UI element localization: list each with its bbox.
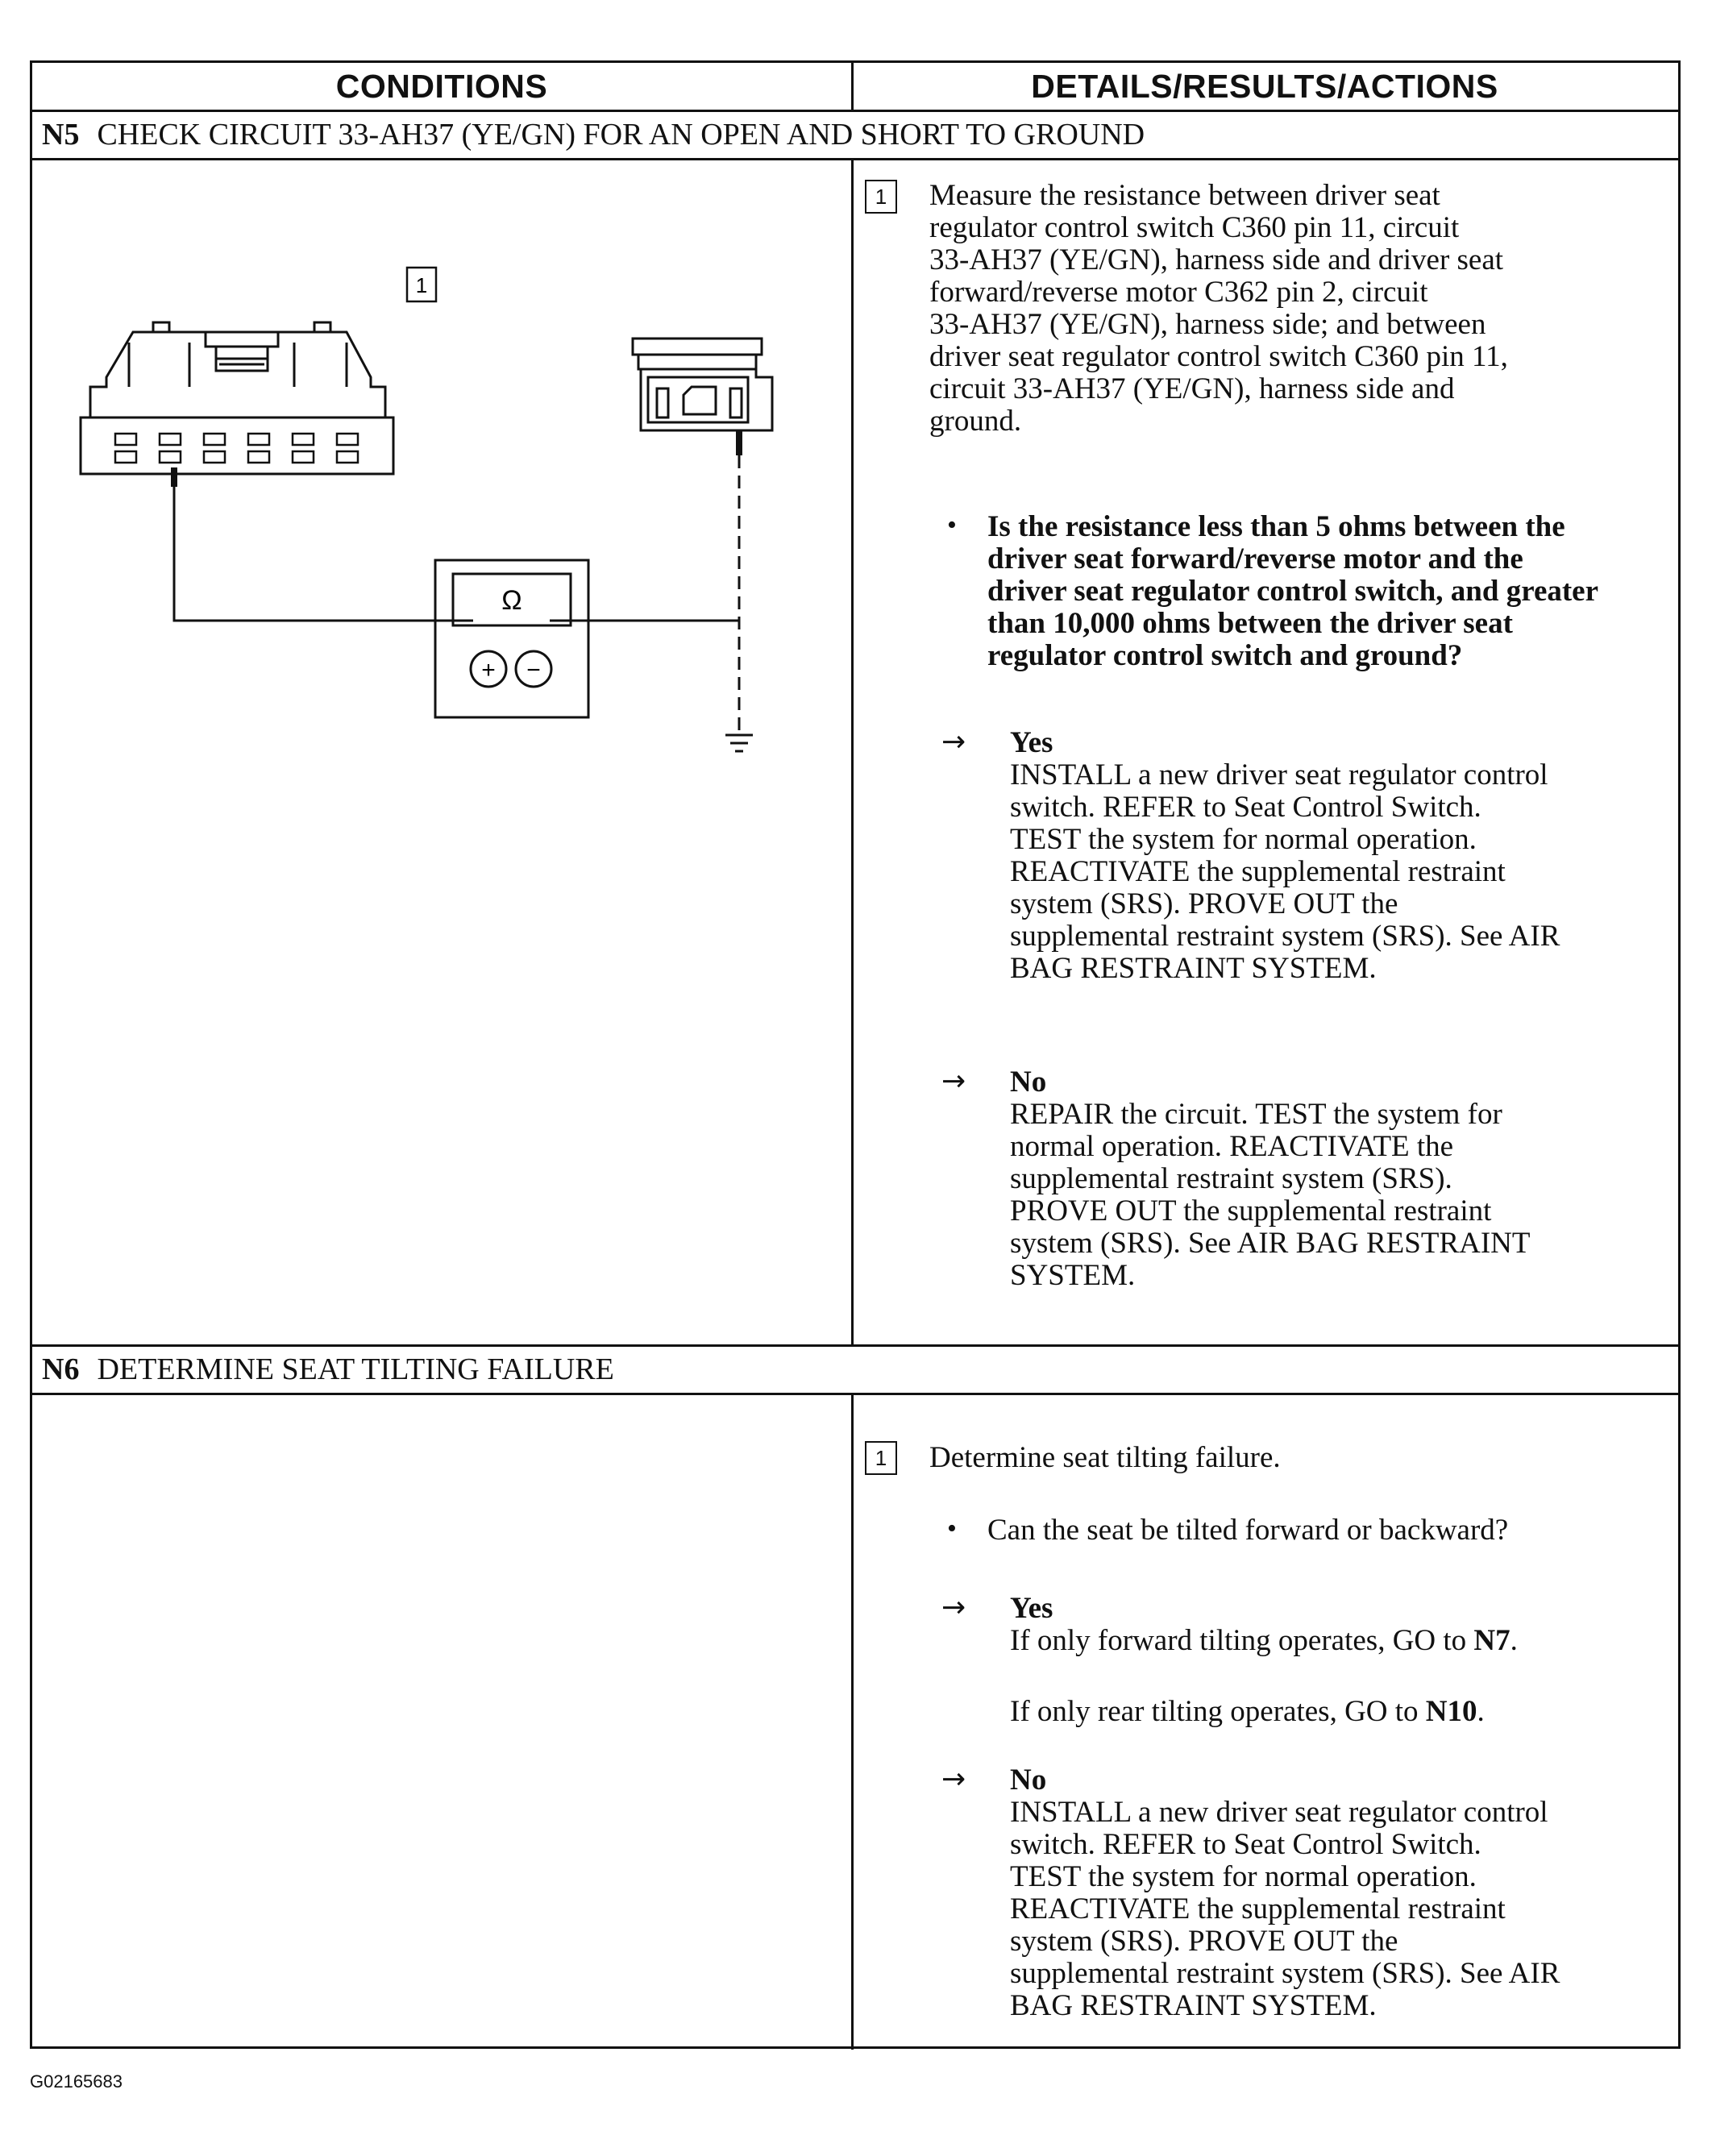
bullet-icon: • [947,510,957,540]
conditions-header: CONDITIONS [335,67,548,105]
c362-connector [633,339,772,430]
column-divider [851,1393,854,2050]
figure-step-number: 1 [415,273,428,297]
bullet-icon: • [947,1514,957,1543]
resistance-measurement-diagram [32,161,848,774]
n5-no-label: No [1010,1066,1047,1099]
column-divider [851,158,854,1344]
step-number-box: 1 [865,1441,897,1475]
n6-no-label: No [1010,1763,1047,1797]
plus-terminal-icon: + [481,657,496,683]
section-title-text: DETERMINE SEAT TILTING FAILURE [97,1352,614,1386]
minus-terminal-icon: − [526,657,541,683]
arrow-right-icon: → [941,1065,966,1098]
n6-yes-label: Yes [1010,1592,1053,1625]
n6-question: Can the seat be tilted forward or backward? [987,1514,1509,1547]
arrow-right-icon: → [941,725,966,758]
section-title-n5 [42,111,1145,158]
figure-code: G02165683 [30,2071,123,2092]
n5-question: Is the resistance less than 5 ohms between the driver seat forward/reverse motor and the driver seat regulator control switch, and greater than 10,000 ohms between the driver seat regulator control switch and ground? [987,510,1599,672]
rule [32,1393,1678,1395]
details-header: DETAILS/RESULTS/ACTIONS [1031,67,1498,105]
ground-icon [725,735,753,751]
n5-yes-label: Yes [1010,726,1053,759]
section-title-n6 [42,1346,614,1393]
procedure-table [30,60,1681,2049]
n6-yes-forward: If only forward tilting operates, GO to N7. [1010,1624,1518,1657]
go-to-ref: N7 [1473,1624,1510,1657]
arrow-right-icon: → [941,1591,966,1624]
arrow-right-icon: → [941,1763,966,1796]
probe-pin-11 [171,467,177,487]
n6-no-actions: INSTALL a new driver seat regulator control switch. REFER to Seat Control Switch. TEST the system for normal operation. REACTIVATE the supplemental restraint system (SRS). PROVE OUT the supplemental restraint system (SRS). See AIR BAG RESTRAINT SYSTEM. [1010,1796,1560,2022]
section-title-text: CHECK CIRCUIT 33-AH37 (YE/GN) FOR AN OPEN AND SHORT TO GROUND [97,118,1145,152]
plus-lead [174,487,473,621]
n5-no-actions: REPAIR the circuit. TEST the system for normal operation. REACTIVATE the supplemental restraint system (SRS). PROVE OUT the supplemental restraint system (SRS). See AIR BAG RESTRAINT SYSTEM. [1010,1098,1531,1292]
go-to-ref: N10 [1425,1695,1477,1728]
rule [32,158,1678,160]
probe-pin-2 [736,431,742,455]
n6-step-text: Determine seat tilting failure. [929,1441,1281,1474]
section-number: N5 [42,118,80,152]
step-number-box: 1 [865,180,897,214]
section-number: N6 [42,1352,80,1386]
ohm-icon: Ω [501,585,522,616]
n5-yes-actions: INSTALL a new driver seat regulator control switch. REFER to Seat Control Switch. TEST the system for normal operation. REACTIVATE the supplemental restraint system (SRS). PROVE OUT the supplemental restraint system (SRS). See AIR BAG RESTRAINT SYSTEM. [1010,758,1560,985]
n5-step-text: Measure the resistance between driver seat regulator control switch C360 pin 11, circuit 33-AH37 (YE/GN), harness side and driver seat forward/reverse motor C362 pin 2, circuit 33-AH37 (YE/GN), harness side; and between driver seat regulator control switch C360 pin 11, circuit 33-AH37 (YE/GN), harness side and ground. [929,179,1508,438]
c360-pins [115,434,358,463]
n6-yes-rear: If only rear tilting operates, GO to N10. [1010,1695,1485,1728]
ohmmeter [435,560,588,717]
header-divider [851,63,854,110]
